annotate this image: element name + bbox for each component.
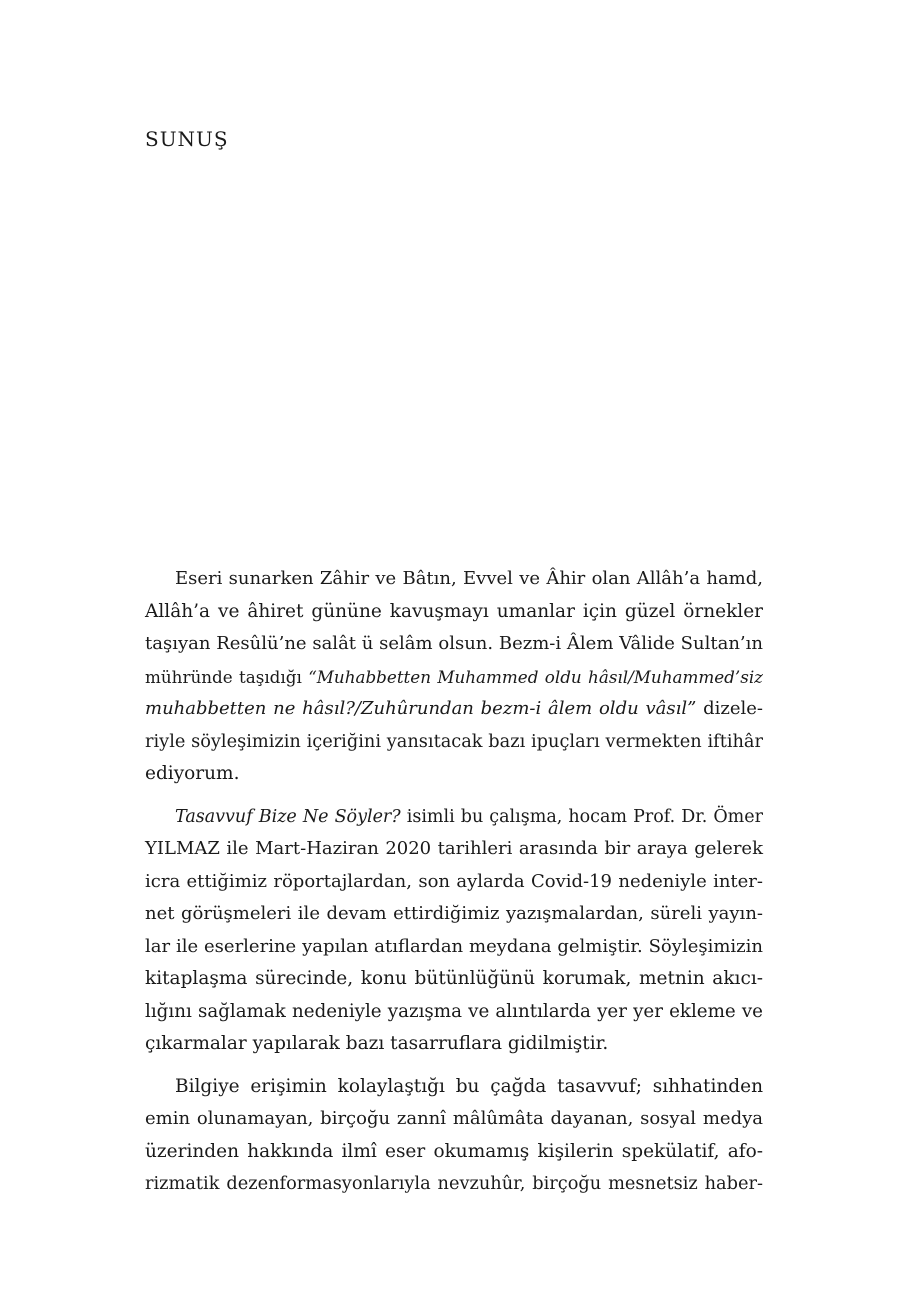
text-line: lığını sağlamak nedeniyle yazışma ve alıntılarda yer yer ekleme ve — [145, 1000, 763, 1022]
text-line: Eseri sunarken Zâhir ve Bâtın, Evvel ve Âhir olan Allâh’a hamd, — [175, 568, 763, 589]
text-line: mühründe taşıdığı “Muhabbetten Muhammed oldu hâsıl/Muhammed’siz — [145, 666, 764, 687]
text-line: muhabbetten ne hâsıl?/Zuhûrundan bezm-i âlem oldu vâsıl” dizele- — [145, 698, 763, 719]
text-line: Allâh’a ve âhiret gününe kavuşmayı umanlar için güzel örnekler — [145, 600, 763, 622]
text-line: ediyorum. — [145, 763, 240, 784]
book-title: Tasavvuf Bize Ne Söyler? — [175, 806, 401, 827]
text-line: üzerinden hakkında ilmî eser okumamış kişilerin spekülatif, afo- — [145, 1140, 763, 1162]
text-line: YILMAZ ile Mart-Haziran 2020 tarihleri arasında bir araya gelerek — [145, 838, 763, 859]
body-text — [145, 563, 763, 1201]
quoted-verse: “Muhabbetten Muhammed oldu hâsıl/Muhammed’siz — [308, 666, 764, 687]
text-line: Tasavvuf Bize Ne Söyler? isimli bu çalışma, hocam Prof. Dr. Ömer — [175, 806, 763, 827]
text-line: taşıyan Resûlü’ne salât ü selâm olsun. Bezm-i Âlem Vâlide Sultan’ın — [145, 633, 763, 654]
text-line: net görüşmeleri ile devam ettirdiğimiz yazışmalardan, süreli yayın- — [145, 903, 763, 924]
text-line: Bilgiye erişimin kolaylaştığı bu çağda tasavvuf; sıhhatinden — [175, 1075, 763, 1097]
paragraph-3 — [145, 1071, 763, 1201]
text-line: riyle söyleşimizin içeriğini yansıtacak bazı ipuçları vermekten iftihâr — [145, 731, 763, 752]
section-heading: SUNUŞ — [145, 127, 229, 151]
text-line: emin olunamayan, birçoğu zannî mâlûmâta dayanan, sosyal medya — [145, 1108, 763, 1129]
text-line: çıkarmalar yapılarak bazı tasarruflara gidilmiştir. — [145, 1033, 609, 1054]
text-line: kitaplaşma sürecinde, konu bütünlüğünü korumak, metnin akıcı- — [145, 968, 763, 989]
paragraph-1 — [145, 563, 763, 791]
text-line: rizmatik dezenformasyonlarıyla nevzuhûr, birçoğu mesnetsiz haber- — [145, 1174, 763, 1194]
text-line: lar ile eserlerine yapılan atıflardan meydana gelmiştir. Söyleşimizin — [145, 935, 763, 957]
text-line: icra ettiğimiz röportajlardan, son aylarda Covid-19 nedeniyle inter- — [145, 870, 763, 892]
paragraph-2 — [145, 801, 763, 1061]
quoted-verse: muhabbetten ne hâsıl?/Zuhûrundan bezm-i âlem oldu vâsıl” — [145, 698, 697, 719]
